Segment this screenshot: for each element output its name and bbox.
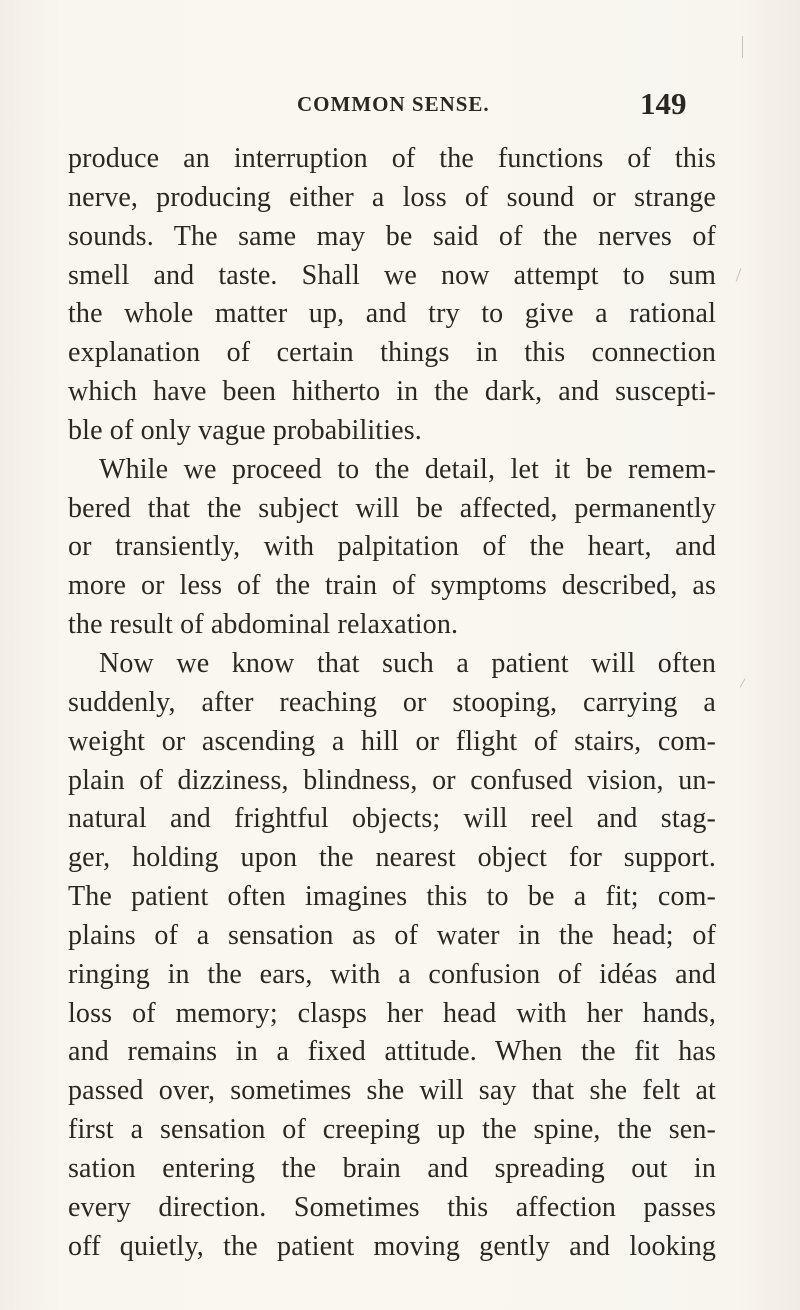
text-line: the whole matter up, and try to give a rational <box>68 298 716 330</box>
text-line: suddenly, after reaching or stooping, carrying a <box>68 686 716 718</box>
text-line: The patient often imagines this to be a fit; com- <box>68 881 716 913</box>
text-line: plain of dizziness, blindness, or confused vision, un- <box>68 764 716 796</box>
paper-mark <box>742 36 743 58</box>
text-line: the result of abdominal relaxation. <box>68 609 459 641</box>
paragraph-start-line: While we proceed to the detail, let it be remem- <box>99 453 716 485</box>
text-line: sation entering the brain and spreading out in <box>68 1152 716 1184</box>
text-line: first a sensation of creeping up the spine, the sen- <box>68 1114 716 1146</box>
text-line: explanation of certain things in this connection <box>68 337 716 369</box>
text-line: natural and frightful objects; will reel and stag- <box>68 803 716 835</box>
text-line: loss of memory; clasps her head with her hands, <box>68 997 716 1029</box>
text-line: off quietly, the patient moving gently and looking <box>68 1230 716 1262</box>
text-line: which have been hitherto in the dark, and suscepti- <box>68 376 716 408</box>
running-head <box>0 86 800 126</box>
text-line: nerve, producing either a loss of sound or strange <box>68 181 716 213</box>
text-line: bered that the subject will be affected, permanently <box>68 492 716 524</box>
paragraph-start-line: Now we know that such a patient will often <box>99 647 716 679</box>
paper-mark <box>740 678 746 687</box>
text-line: passed over, sometimes she will say that she felt at <box>68 1075 716 1107</box>
paper-mark <box>736 268 742 281</box>
body-text <box>68 140 716 1266</box>
text-line: produce an interruption of the functions of this <box>68 143 716 174</box>
text-line: ger, holding upon the nearest object for support. <box>68 842 716 874</box>
text-line: every direction. Sometimes this affection passes <box>68 1191 716 1223</box>
text-line: weight or ascending a hill or flight of stairs, com- <box>68 725 716 757</box>
text-line: and remains in a fixed attitude. When the fit has <box>68 1036 716 1068</box>
running-title: COMMON SENSE. <box>297 92 490 116</box>
text-line: ringing in the ears, with a confusion of idéas and <box>68 958 716 990</box>
page-number: 149 <box>640 86 687 121</box>
text-line: ble of only vague probabilities. <box>68 414 422 446</box>
text-line: plains of a sensation as of water in the head; of <box>68 919 716 951</box>
text-line: sounds. The same may be said of the nerves of <box>68 220 716 252</box>
text-line: more or less of the train of symptoms described, as <box>68 570 716 602</box>
text-line: or transiently, with palpitation of the heart, and <box>68 531 716 563</box>
text-line: smell and taste. Shall we now attempt to sum <box>68 259 716 291</box>
